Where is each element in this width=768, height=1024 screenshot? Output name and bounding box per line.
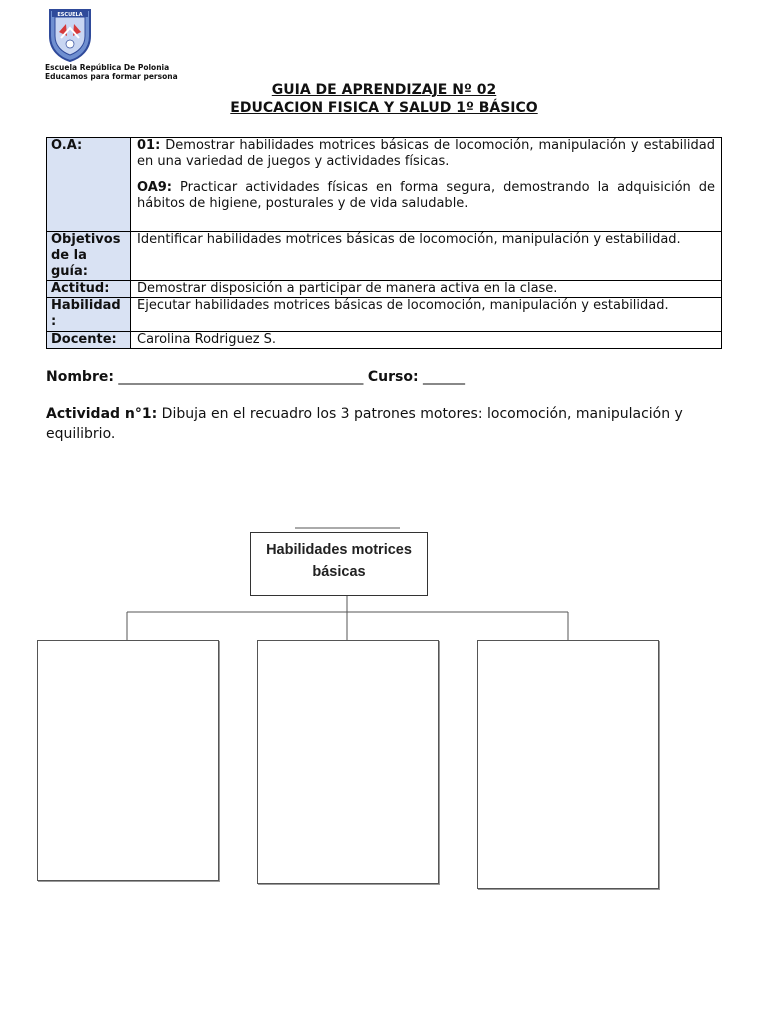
root-box-line2: básicas — [312, 564, 366, 580]
drawing-box-locomocion[interactable] — [37, 640, 219, 881]
actitud-text: Demostrar disposición a participar de manera activa en la clase. — [131, 281, 722, 298]
habilidad-text: Ejecutar habilidades motrices básicas de locomoción, manipulación y estabilidad. — [131, 298, 722, 332]
objectives-table — [46, 137, 722, 349]
oa1-code: 01: — [137, 138, 161, 153]
oa1-text: Demostrar habilidades motrices básicas de locomoción, manipulación y estabilidad en una variedad de juegos y actividades físicas. — [137, 138, 715, 169]
objetivos-label: Objetivos de la guía: — [47, 232, 131, 281]
school-name — [45, 63, 178, 81]
root-box-habilidades — [250, 532, 428, 596]
nombre-label: Nombre: — [46, 369, 114, 385]
name-course-line — [46, 369, 465, 385]
curso-label: Curso: — [367, 369, 419, 385]
docente-text: Carolina Rodriguez S. — [131, 332, 722, 349]
oa-cell — [131, 138, 722, 232]
root-box-line1: Habilidades motrices — [266, 542, 412, 558]
oa9-code: OA9: — [137, 180, 173, 195]
drawing-box-equilibrio[interactable] — [477, 640, 659, 889]
nombre-field[interactable]: ___________________________________ — [118, 369, 364, 385]
actitud-label: Actitud: — [47, 281, 131, 298]
school-logo — [46, 8, 94, 62]
table-row — [47, 298, 722, 332]
activity-instruction — [46, 404, 722, 444]
school-motto: Educamos para formar persona — [45, 72, 178, 81]
oa9-text: Practicar actividades físicas en forma segura, demostrando la adquisición de hábitos de higiene, posturales y de vida saludable. — [137, 180, 715, 211]
docente-label: Docente: — [47, 332, 131, 349]
guide-title: GUIA DE APRENDIZAJE Nº 02 — [271, 82, 497, 98]
table-row — [47, 281, 722, 298]
table-row — [47, 138, 722, 232]
school-name-line1: Escuela República De Polonia — [45, 63, 170, 72]
table-row — [47, 332, 722, 349]
activity-label: Actividad n°1: — [46, 406, 158, 422]
table-row — [47, 232, 722, 281]
habilidad-label: Habilidad : — [47, 298, 131, 332]
curso-field[interactable]: ______ — [423, 369, 466, 385]
svg-text:ESCUELA: ESCUELA — [57, 12, 83, 18]
subject-title: EDUCACION FISICA Y SALUD 1º BÁSICO — [230, 100, 538, 116]
activity-text: Dibuja en el recuadro los 3 patrones motores: locomoción, manipulación y equilibrio. — [46, 406, 683, 442]
objetivos-text: Identificar habilidades motrices básicas de locomoción, manipulación y estabilidad. — [131, 232, 722, 281]
oa-label: O.A: — [47, 138, 131, 232]
drawing-box-manipulacion[interactable] — [257, 640, 439, 884]
